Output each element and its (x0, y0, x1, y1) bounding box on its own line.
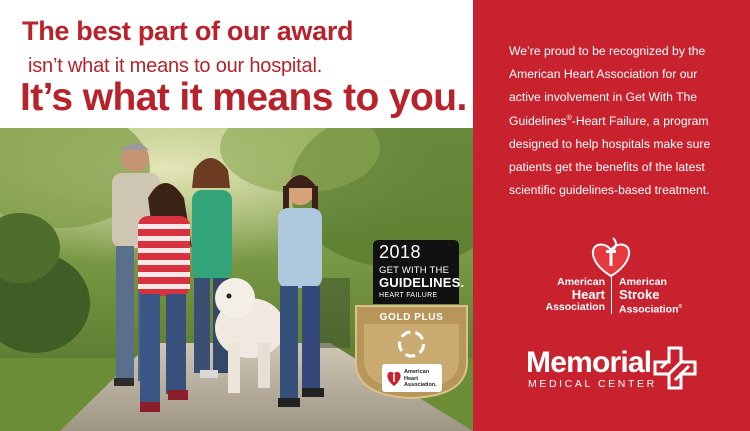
hospital-subtitle: MEDICAL CENTER (528, 378, 657, 390)
asa-line-1: American (619, 276, 667, 288)
asa-wordmark (619, 276, 699, 316)
right-panel (473, 0, 750, 431)
badge-program-line-2: GUIDELINES. (379, 275, 465, 290)
badge-org-line-2: Heart (404, 375, 419, 382)
headline-line-3: It’s what it means to you. (20, 76, 467, 119)
asa-line-2: Stroke (619, 287, 660, 302)
copy-line-3: active involvement in Get With The (509, 90, 698, 105)
logo-divider (611, 276, 612, 314)
aha-line-1: American (557, 276, 605, 288)
headline-line-1: The best part of our award (22, 16, 354, 46)
headline-line-2: isn’t what it means to our hospital. (28, 55, 323, 77)
asa-registered-mark: ® (678, 304, 683, 310)
registered-mark: ® (566, 114, 572, 122)
badge-program-sub: HEART FAILURE (379, 292, 438, 299)
badge-year: 2018 (379, 242, 422, 262)
badge-org-line-1: American (404, 369, 430, 375)
hospital-name: Memorial (526, 346, 652, 379)
copy-line-5: designed to help hospitals make sure (509, 136, 711, 151)
heart-torch-icon (385, 368, 403, 388)
hospital-cross-icon (653, 346, 697, 390)
copy-line-1: We’re proud to be recognized by the (509, 44, 706, 58)
badge-header (373, 240, 465, 304)
aha-line-3: Association (545, 301, 605, 313)
aha-wordmark (541, 276, 605, 313)
aha-line-2: Heart (571, 287, 605, 302)
copy-line-7: scientific guidelines-based treatment. (509, 183, 710, 198)
copy-heart-failure: -Heart Failure, a program (571, 113, 709, 128)
copy-guidelines: Guidelines (509, 113, 567, 128)
asa-line-3: Association (619, 303, 679, 316)
body-copy (509, 40, 737, 202)
award-badge (354, 240, 469, 400)
copy-line-6: patients get the benefits of the latest (509, 160, 705, 175)
heart-torch-logo (561, 236, 661, 278)
badge-level: GOLD PLUS (379, 312, 444, 323)
copy-line-2: American Heart Association for our (509, 67, 698, 82)
badge-org-line-3: Association. (404, 382, 437, 388)
badge-aha-logo (382, 364, 442, 392)
badge-program-line-1: GET WITH THE (379, 265, 450, 276)
copy-line-4 (509, 110, 737, 133)
